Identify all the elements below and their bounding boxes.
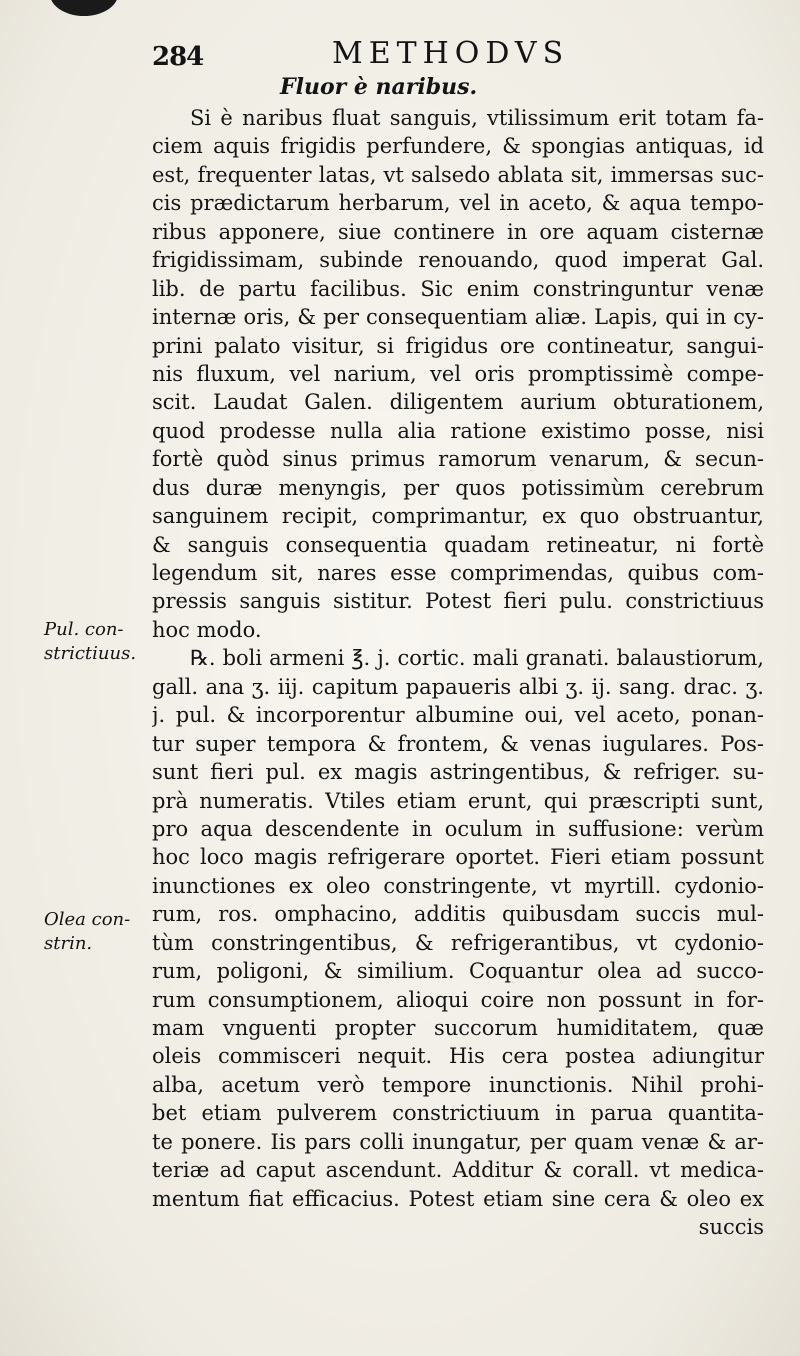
body-text (152, 104, 764, 1242)
text-line: ℞. boli armeni ℥. j. cortic. mali granati. balaustiorum, (190, 646, 764, 671)
page-number: 284 (152, 42, 204, 72)
text-line: & sanguis consequentia quadam retineatur, ni fortè (152, 532, 764, 557)
text-line: mentum fiat efficacius. Potest etiam sine cera & oleo ex (152, 1186, 764, 1211)
section-heading: Fluor è naribus. (280, 74, 478, 100)
text-line: cis prædictarum herbarum, vel in aceto, & aqua tempo- (152, 191, 764, 216)
text-line: lib. de partu facilibus. Sic enim constringuntur venæ (152, 276, 764, 301)
text-line: internæ oris, & per consequentiam aliæ. Lapis, qui in cy- (152, 305, 764, 330)
margin-note-line: Olea con- (44, 909, 131, 930)
text-line: tùm constringentibus, & refrigerantibus, vt cydonio- (152, 930, 764, 955)
text-line: scit. Laudat Galen. diligentem aurium obturationem, (152, 390, 764, 415)
text-line: est, frequenter latas, vt salsedo ablata sit, immersas suc- (152, 162, 764, 187)
text-line: dus duræ menyngis, per quos potissimùm cerebrum (152, 475, 764, 500)
margin-note-olea (44, 908, 154, 956)
text-line: frigidissimam, subinde renouando, quod imperat Gal. (152, 248, 764, 273)
text-line: rum, poligoni, & similium. Coquantur olea ad succo- (152, 959, 764, 984)
text-line: sunt fieri pul. ex magis astringentibus, & refriger. su- (152, 760, 764, 785)
text-line: hoc modo. (152, 617, 262, 642)
text-line: fortè quòd sinus primus ramorum venarum, & secun- (152, 447, 764, 472)
text-line: oleis commisceri nequit. His cera postea adiungitur (152, 1044, 764, 1069)
text-line: rum, ros. omphacino, additis quibusdam succis mul- (152, 902, 764, 927)
text-line: j. pul. & incorporentur albumine oui, vel aceto, ponan- (152, 703, 764, 728)
text-line: te ponere. Iis pars colli inungatur, per quam venæ & ar- (152, 1129, 764, 1154)
catchword: succis (698, 1215, 764, 1240)
text-line: inunctiones ex oleo constringente, vt myrtill. cydonio- (152, 873, 764, 898)
text-line: ribus apponere, siue continere in ore aquam cisternæ (152, 219, 764, 244)
text-line: quod prodesse nulla alia ratione existimo posse, nisi (152, 418, 764, 443)
text-line: Si è naribus fluat sanguis, vtilissimum erit totam fa- (190, 106, 764, 130)
margin-note-line: strin. (44, 933, 93, 954)
text-line: hoc loco magis refrigerare oportet. Fieri etiam possunt (152, 845, 764, 870)
text-line: ciem aquis frigidis perfundere, & spongias antiquas, id (152, 134, 764, 159)
text-line: alba, acetum verò tempore inunctionis. Nihil prohi- (152, 1072, 764, 1097)
text-line: nis fluxum, vel narium, vel oris promptissimè compe- (152, 361, 764, 386)
margin-note-pulvis (44, 618, 154, 666)
text-line: gall. ana ʒ. iij. capitum papaueris albi ʒ. ij. sang. drac. ʒ. (152, 674, 764, 699)
text-line: bet etiam pulverem constrictiuum in parua quantita- (152, 1101, 764, 1126)
margin-note-line: strictiuus. (44, 643, 137, 664)
margin-note-line: Pul. con- (44, 619, 124, 640)
text-line: prà numeratis. Vtiles etiam erunt, qui præscripti sunt, (152, 788, 764, 813)
text-line: rum consumptionem, alioqui coire non possunt in for- (152, 987, 764, 1012)
text-line: prini palato visitur, si frigidus ore contineatur, sangui- (152, 333, 764, 358)
text-line: legendum sit, nares esse comprimendas, quibus com- (152, 561, 764, 585)
text-line: pressis sanguis sistitur. Potest fieri pulu. constrictiuus (152, 589, 764, 614)
text-line: sanguinem recipit, comprimantur, ex quo obstruantur, (152, 504, 764, 529)
text-line: tur super tempora & frontem, & venas iugulares. Pos- (152, 731, 764, 756)
text-line: pro aqua descendente in oculum in suffusione: verùm (152, 816, 764, 841)
page-header (0, 36, 800, 76)
ink-blot (50, 0, 118, 16)
text-line: mam vnguenti propter succorum humiditatem, quæ (152, 1016, 764, 1040)
text-line: teriæ ad caput ascendunt. Additur & corall. vt medica- (152, 1158, 764, 1183)
running-title: METHODVS (332, 36, 570, 71)
